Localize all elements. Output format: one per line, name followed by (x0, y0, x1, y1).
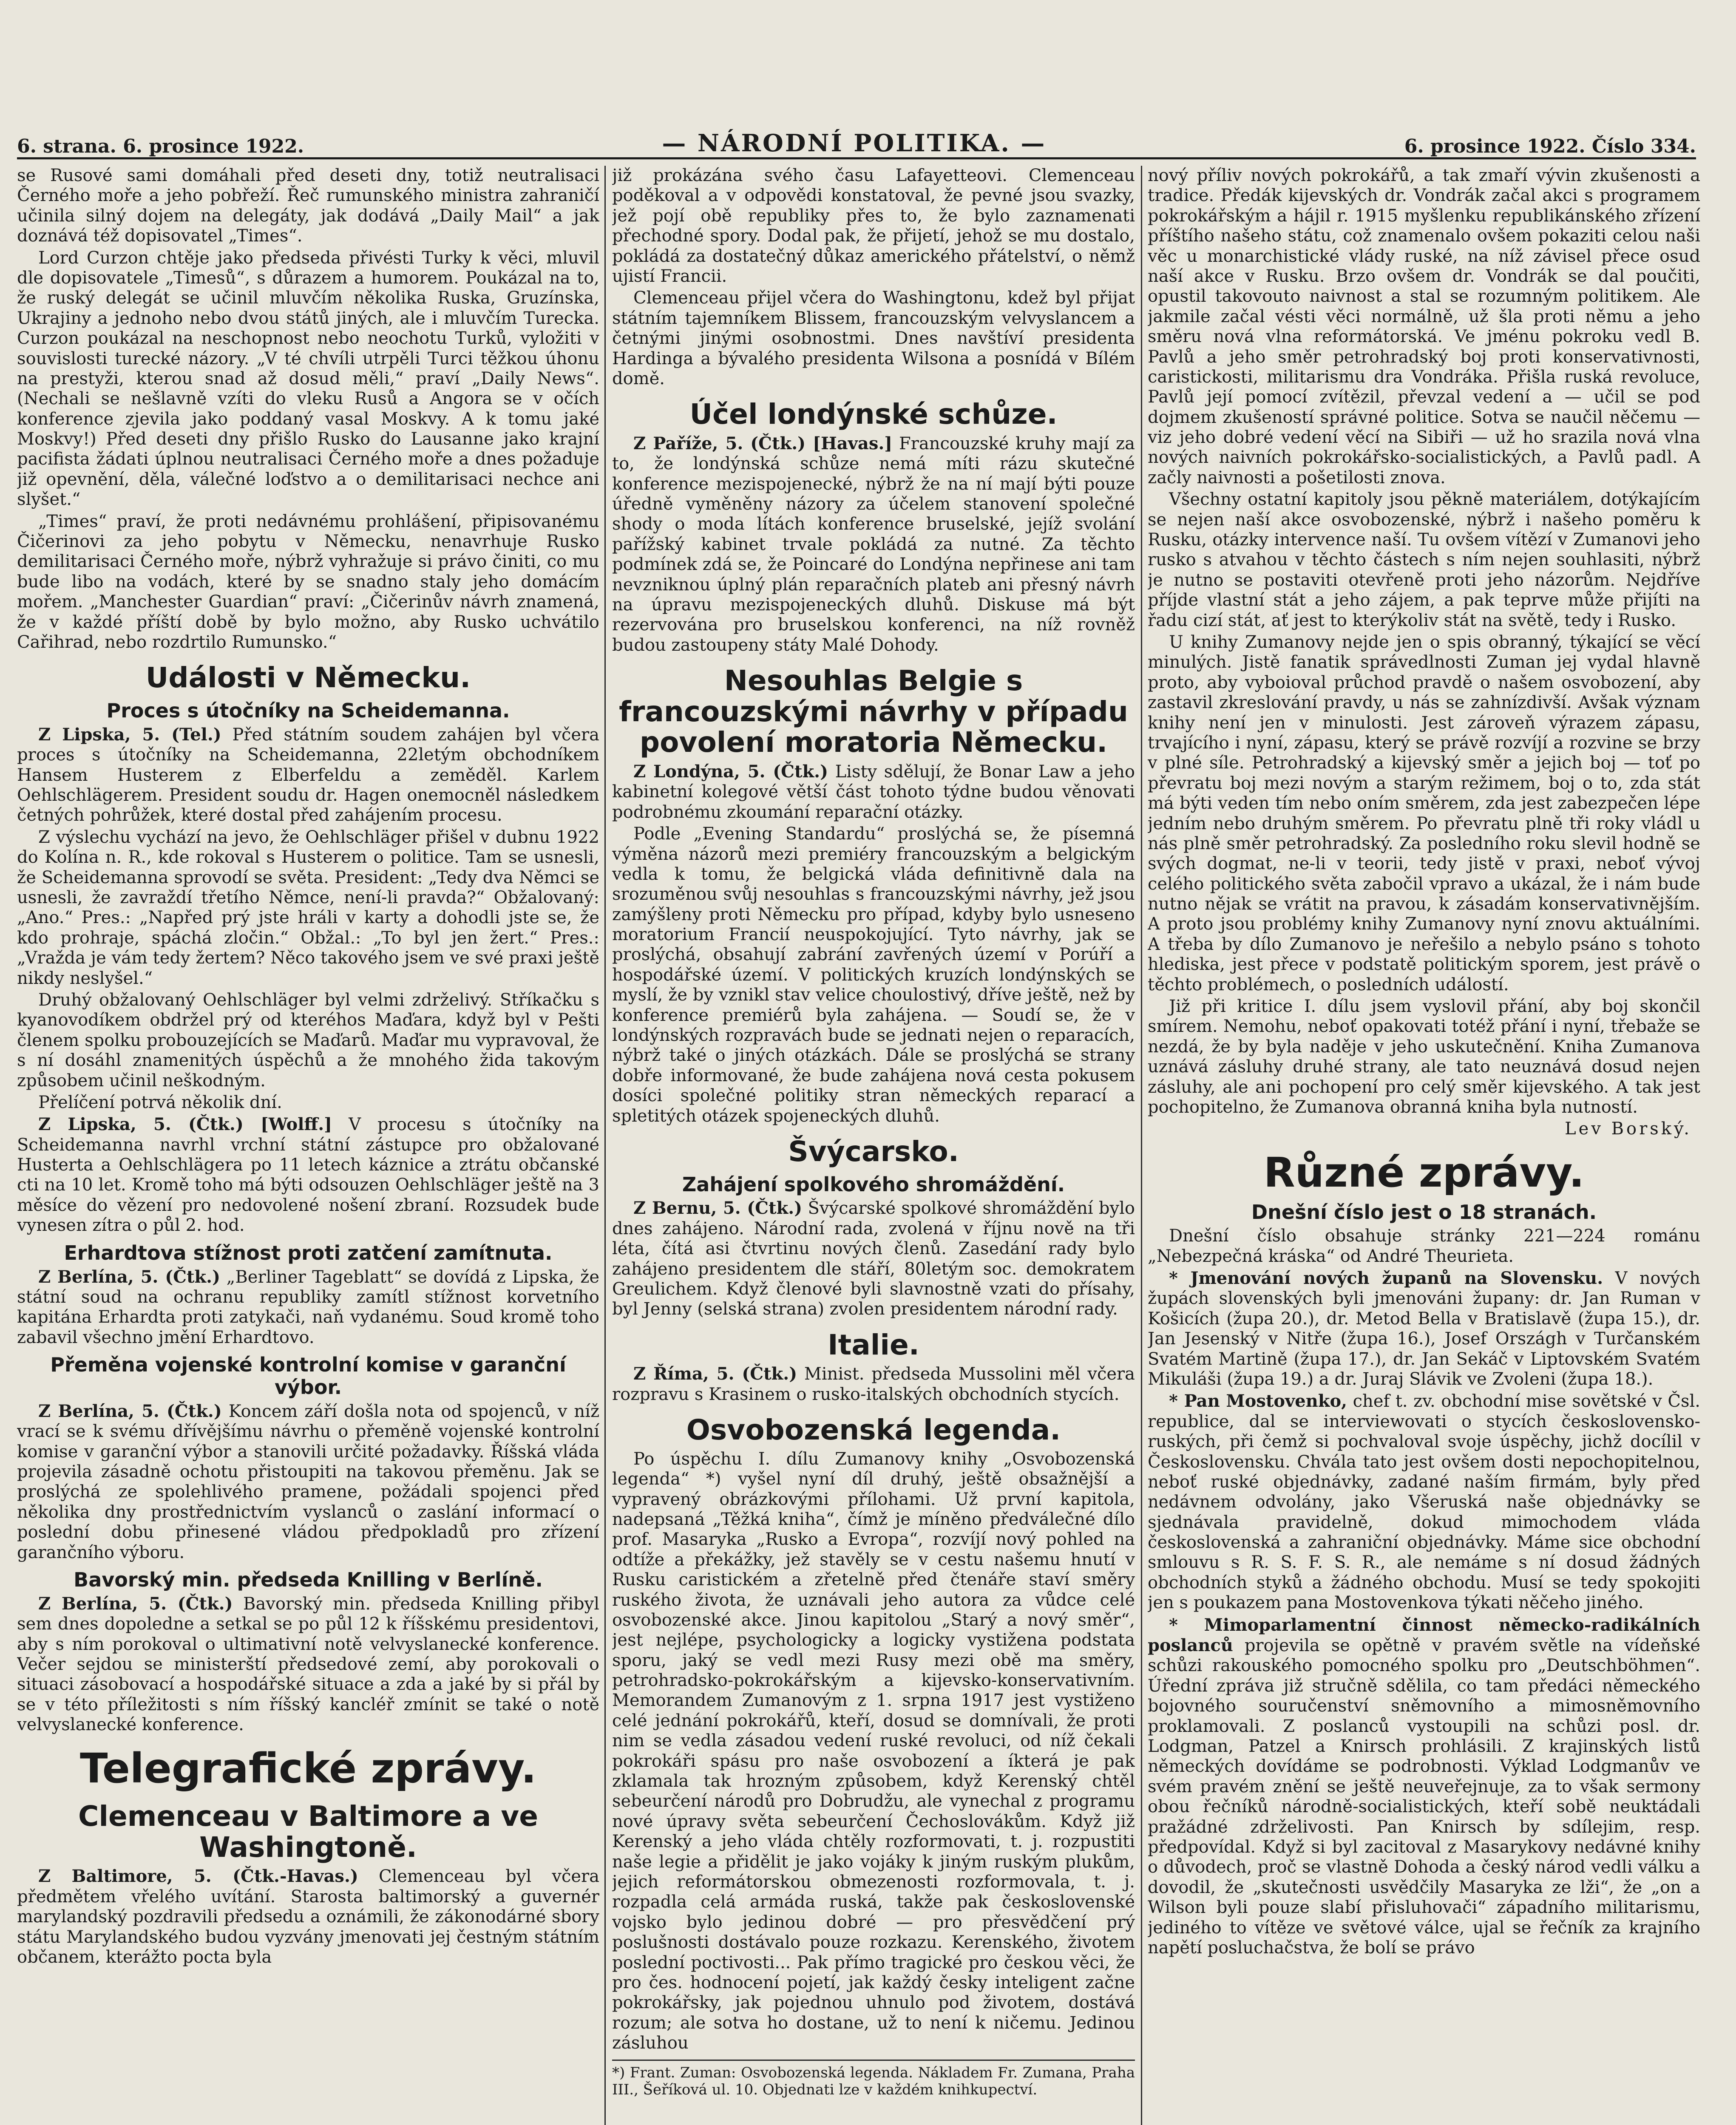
article-paragraph: U knihy Zumanovy nejde jen o spis obranný, týkající se věcí minulých. Jistě fanatik správedlnosti Zuman jej vydal hlavně proto, aby vyboioval průchod pravdě o našem osvobození, aby zastavil zkreslování pravdy, u nás se zahnízdivší. Avšak význam knihy není jen v minulosti. Jest zároveň výrazem zápasu, trvajícího i nyní, zápasu, který se právě rozvíjí a rozvine se brzy v plné síle. Petrohradský a kijevský směr a jejich boj — toť po převratu boj mezi novým a starým režimem, boj o to, zda stát má býti veden tím nebo oním směrem, zda jest zabezpečen lépe jedním nebo druhým směrem. Po převratu plně tři roky vládl u nás plně směr petrohradský. Za posledního roku slevil hodně se svých dogmat, ne-li v teorii, tedy jistě v praxi, neboť vývoj celého politického světa zabočil vpravo a ukázal, že i nám bude nutno nějak se vrátit na pravou, k zásadám konservativnějším. A proto jsou problémy knihy Zumanovy nyní znovu aktuálními. A třeba by dílo Zumanovo je neřešilo a nebylo psáno s tohoto hlediska, jest přece v podstatě politickým sporem, jest právě o těchto problémech, o posledních událostí. (1148, 632, 1700, 994)
dateline: Z Berlína, 5. (Čtk.) (38, 1401, 222, 1421)
article-text: Clemenceau byl včera předmětem vřelého uvítání. Starosta baltimorský a guvernér marylandský pozdravili předsedu a oznámili, že zákonodárné sbory státu Marylandského budou vyzvány jmenovati jej čestným státním občanem, kterážto pocta byla (17, 1867, 599, 1967)
article-text: Minist. předseda Mussolini měl včera rozpravu s Krasinem o rusko-italských obchodních stycích. (612, 1364, 1135, 1404)
column-rule (604, 166, 606, 2125)
article-text: Listy sdělují, že Bonar Law a jeho kabinetní kolegové větší část tohoto týdne budou věnovati podrobnému zkoumání reparační otázky. (612, 762, 1135, 822)
article-text: projevila se opětně v pravém světle na vídeňské schůzi rakouského pomocného spolku pro „Deutschböhmen“. Úřední zpráva již stručně sdělila, co tam předáci německého bojovného souručenství sněmovního a mimosněmovního proklamovali. Z poslanců vystoupili na schůzi posl. dr. Lodgman, Patzel a Knirsch prohlásili. Z krajinských listů německých dovídáme se podrobnosti. Výklad Lodgmanův ve svém pravém znění se ještě neuveřejnuje, za to však sermony obou řečníků národně-socialistických, kteří sobě neuktádali pražádné zdrželivosti. Pan Knirsch by sdílejim, resp. předpovídal. Když si byl zacitoval z Masarykovy nedávné knihy o důvodech, proč se vlastně Dohoda a český národ vedli válku a dovodil, že „skutečnosti usvědčily Masaryka ze lži“, že „on a Wilson byli pouze slabí přisluhovači“ západního militarismu, jediného to vítěze ve světové válce, ujal se řečník za krajního napětí posluchačstva, že bolí se právo (1148, 1636, 1700, 1958)
masthead-title: — NÁRODNÍ POLITIKA. — (662, 129, 1047, 157)
article-paragraph: Dnešní číslo obsahuje stránky 221—224 románu „Nebezpečná kráska“ od André Theurieta. (1148, 1226, 1700, 1266)
article-text: V procesu s útočníky na Scheidemanna navrhl vrchní státní zástupce pro obžalované Husterta a Oehlschlägera po 11 letech káznice a ztrátu občanské cti na 10 let. Kromě toho má býti odsouzen Oehlschläger ještě na 3 měsíce do vězení pro nedovolené nošení zbraní. Rozsudek bude vynesen zítra o půl 2. hod. (17, 1115, 599, 1235)
article-headline: Clemenceau v Baltimore a ve Washingtoně. (78, 1800, 539, 1864)
section-heading: Švýcarsko. (788, 1135, 959, 1168)
dateline: Z Lipska, 5. (Čtk.) [Wolff.] (38, 1114, 332, 1135)
article-paragraph: Z výslechu vychází na jevo, že Oehlschläger přišel v dubnu 1922 do Kolína n. R., kde rokoval s Husterem o politice. Tam se usnesli, že Scheidemanna sprovodí se světa. President: „Tedy dva Němci se usnesli, že zavraždí třetího Němce, není-li pravda?“ Obžalovaný: „Ano.“ Pres.: „Napřed prý jste hráli v karty a dohodli jste se, že kdo prohraje, spáchá zločin.“ Obžal.: „To byl jen žert.“ Pres.: „Vražda je vám tedy žertem? Něco takového jsem ve své praxi ještě nikdy neslyšel.“ (17, 827, 599, 988)
article-paragraph: Přelíčení potrvá několik dní. (38, 1092, 282, 1112)
footnote: *) Frant. Zuman: Osvobozenská legenda. Nákladem Fr. Zumana, Praha III., Šeříková ul. 10. Objednati lze v každém knihkupectví. (612, 2060, 1135, 2099)
article-paragraph: nový příliv nových pokrokářů, a tak zmaří vývin zkušenosti a tradice. Předák kijevských dr. Vondrák začal akci s programem pokrokářským a hájil r. 1915 myšlenku republikánského zřízení příštího našeho státu, což znamenalo ovšem pokaziti celou naši věc u monarchistické vlády ruské, na níž závisel přece osud naší akce v Rusku. Brzo ovšem dr. Vondrák se dal poučiti, opustil takovouto naivnost a stal se rozumným politikem. Ale jakmile začal vésti věci normálně, už šla proti němu a jeho směru nová vlna reformátorská. Ve jménu pokroku vedl B. Pavlů a jeho směr petrohradský boj proti konservativnosti, caristickosti, militarismu dra Vondráka. Přišla ruská revoluce, Pavlů její pomocí zvítězil, převzal vedení a — učil se pod dojmem zkušeností správné politice. Sotva se naučil něčemu — viz jeho dobré vedení věcí na Sibiři — už ho srazila nová vlna nových naivních pokrokářsko-socialistických, a Pavlů padl. A začly naivnosti a pošetilosti znova. (1148, 166, 1700, 487)
column-2 (612, 166, 1135, 2125)
article-headline: Zahájení spolkového shromáždění. (682, 1173, 1065, 1196)
news-item-title: * Pan Mostovenko, (1169, 1391, 1347, 1411)
article-text: chef t. zv. obchodní mise sovětské v Čsl. republice, dal se interviewovati o stycích československo-ruských, při čemž si pochvaloval svoje úspěchy, jichž docílil v Československu. Chvála tato jest ovšem dosti nepochopitelnou, neboť ruské objednávky, zadané naším firmám, byly před nedávnem odvolány, jako Všeruská naše objednávky se sjednávala pravidelně, dokud mimochodem vláda československá a zahraniční objednávky. Máme sice obchodní smlouvu s R. S. F. S. R., ale nemáme s ní dosud žádných obchodních styků a žádného obchodu. Musí se tedy spokojiti jen s poukazem pana Mostovenkova týkati něčeho jiného. (1148, 1391, 1700, 1613)
article-headline: Dnešní číslo jest o 18 stranách. (1251, 1201, 1597, 1224)
news-item-title: * Jmenování nových županů na Slovensku. (1169, 1268, 1603, 1289)
news-item-title: * Mimoparlamentní činnost německo-radikálních poslanců (1148, 1615, 1700, 1656)
article-paragraph: Již při kritice I. dílu jsem vyslovil přání, aby boj skončil smírem. Nemohu, neboť opakovati totéž přání i nyní, třebaže se nezdá, že by byla naděje v jeho uskutečnění. Kniha Zumanova uznává zásluhy druhé strany, ale tato neuznává dosud nejen zásluhy, ale ani pochopení pro celý směr kijevského. A tak jest pochopitelno, že Zumanova obranná kniha byla nutností. (1148, 997, 1700, 1117)
header-right: 6. prosince 1922. Číslo 334. (1404, 136, 1696, 157)
section-heading: Italie. (828, 1328, 919, 1361)
dateline: Z Říma, 5. (Čtk.) (633, 1364, 797, 1384)
page-header (17, 123, 1696, 159)
dateline: Z Berlína, 5. (Čtk.) (38, 1593, 233, 1614)
article-paragraph: Všechny ostatní kapitoly jsou pěkně materiálem, dotýkajícím se nejen naší akce osvobozenské, nýbrž i našeho poměru k Rusku, otázky intervence naší. Tu ovšem vítězí v Zumanovi jeho rusko s atvahou v těchto částech s ním nejen souhlasiti, nýbrž je nutno se postaviti otevřeně proti jeho názorům. Nejdříve příjde vlastní stát a jeho zájem, a pak teprve může přijíti na řadu cizí stát, ať jest to kterýkoliv stát na světě, tedy i Rusko. (1148, 490, 1700, 630)
article-text: V nových župách slovenských byli jmenováni župany: dr. Jan Ruman v Košicích (župa 20.), dr. Metod Bella v Bratislavě (župa 15.), dr. Jan Jesenský v Nitře (župa 16.), Josef Országh v Turčanském Svatém Martině (župa 17.), dr. Jan Sekáč v Liptovském Svatém Mikuláši (župa 19.) a dr. Juraj Slávik ve Zvoleni (župa 18.). (1148, 1269, 1700, 1389)
section-heading: Různé zprávy. (1263, 1148, 1585, 1196)
column-1 (17, 166, 599, 2125)
article-paragraph: „Times“ praví, že proti nedávnému prohlášení, připisovanému Čičerinovi za jeho pobytu v Německu, nenavrhuje Rusko demilitarisaci Černého moře, nýbrž vyhražuje si právo činiti, co mu bude libo na vodách, které by se snadno staly jeho domácím mořem. „Manchester Guardian“ praví: „Čičerinův návrh znamená, že v každé příští době by bylo možno, aby Rusko uchvátilo Cařihrad, nebo rozdrtilo Rumunsko.“ (17, 511, 599, 652)
article-text: Bavorský min. předseda Knilling přibyl sem dnes dopoledne a setkal se po půl 12 k říšskému presidentovi, aby s ním porokoval o ultimativní notě velvyslanecké konference. Večer sejdou se ministerští předsedové zemí, aby porokovali o situaci zásobovací a hospodářské situace a zda a jaké by si přál by se v této příležitosti s ním říšský kancléř zmínit se také o notě velvyslanecké konference. (17, 1594, 599, 1735)
article-headline: Osvobozenská legenda. (686, 1414, 1061, 1447)
dateline: Z Paříže, 5. (Čtk.) [Havas.] (633, 433, 893, 453)
article-paragraph: Clemenceau přijel včera do Washingtonu, kdež byl přijat státním tajemníkem Blissem, francouzským velvyslancem a četnými jinými osobnostmi. Dnes navštíví presidenta Hardinga a bývalého presidenta Wilsona a posnídá v Bílém domě. (612, 288, 1135, 388)
section-heading: Události v Německu. (145, 661, 471, 694)
article-text: Francouzské kruhy mají za to, že londýnská schůze nemá míti rázu skutečné konference mezispojenecké, nýbrž že na ní mají býti pouze úředně vyměněny názory za účelem stanovení společné shody o moda lítách konference bruselské, jejíž svolání pařížský kabinet trvale pokládá za nutné. Za těchto podmínek zdá se, že Poincaré do Londýna nepřinese ani tam nevzniknou úplný plán reparačních plateb ani přesný návrh na úpravu mezispojeneckých dluhů. Diskuse má být rezervována pro bruselskou konferenci, na níž rovněž budou zastoupeny státy Malé Dohody. (612, 434, 1135, 655)
dateline: Z Berlína, 5. (Čtk.) (38, 1266, 220, 1287)
article-text: Před státním soudem zahájen byl včera proces s útočníky na Scheidemanna, 22letým obchodníkem Hansem Husterem z Elberfeldu a zeměděl. Karlem Oehlschlägerem. President soudu dr. Hagen onemocněl následkem četných pohrůžek, které dostal před zahájením procesu. (17, 725, 599, 825)
article-headline: Proces s útočníky na Scheidemanna. (106, 699, 510, 722)
article-headline: Bavorský min. předseda Knilling v Berlíně. (74, 1568, 543, 1591)
dateline: Z Lipska, 5. (Tel.) (38, 724, 221, 745)
article-paragraph: Lord Curzon chtěje jako předseda přivésti Turky k věci, mluvil dle dopisovatele „Timesů“, s důrazem a humorem. Poukázal na to, že ruský delegát se učinil mluvčím několika Ruska, Gruzínska, Ukrajiny a jednoho nebo dvou států jiných, ale i mluvčím Turecka. Curzon poukázal na neschopnost nebo neochotu Turků, vyložiti v souvislosti turecké názory. „V té chvíli utrpěli Turci těžkou úhonu na prestyži, kterou snad až dosud měli,“ praví „Daily News“. (Nechali se nešlavně vzíti do vleku Rusů a Angora se v očích konference zjevila jako poddaný vasal Moskvy. A k tomu jaké Moskvy!) Před deseti dny přišlo Rusko do Lausanne jako krajní pacifista žádati úplnou neutralisaci Černého moře a dnes požaduje již opevnění, děla, válečné loďstvo a o demilitarisaci nechce ani slyšet.“ (17, 248, 599, 510)
article-text: Švýcarské spolkové shromáždění bylo dnes zahájeno. Národní rada, zvolená v říjnu nově na tři léta, čítá asi čtvrtinu nových členů. Zasedání rady bylo zahájeno presidentem dle stáří, 80letým soc. demokratem Greulichem. Když členové byli slavnostně vzati do přísahy, byl Jenny (selská strana) zvolen presidentem národní rady. (612, 1198, 1135, 1319)
dateline: Z Londýna, 5. (Čtk.) (633, 761, 828, 782)
article-headline: Účel londýnské schůze. (689, 398, 1058, 431)
article-headline: Nesouhlas Belgie s francouzskými návrhy v případu povolení moratoria Německu. (619, 664, 1128, 759)
author-signature: Lev Borský. (1565, 1119, 1692, 1139)
article-text: Koncem září došla nota od spojenců, v níž vrací se k svému dřívějšímu návrhu o přeměně vojenské kontrolní komise v garanční výbor a stanovili určité požadavky. Říšská vláda projevila zásadně ochotu přistoupiti na takovou přeměnu. Jak se proslýchá ze spolehlivého pramene, požádali spojenci před několika dny prostřednictvím vyslanců o zaslání informací o poslední dobu přinesené vládou předpokladů pro zřízení garančního výboru. (17, 1401, 599, 1562)
dateline: Z Bernu, 5. (Čtk.) (633, 1198, 803, 1218)
header-left: 6. strana. 6. prosince 1922. (17, 136, 304, 157)
article-paragraph: již prokázána svého času Lafayetteovi. Clemenceau poděkoval a v odpovědi konstatoval, že pevné jsou svazky, jež pojí obě republiky přes to, že bylo zaznamenati přechodné spory. Dodal pak, že přijetí, jehož se mu dostalo, pokládá za dostatečný důkaz amerického přátelství, o němž ujistí Francii. (612, 166, 1135, 286)
article-paragraph: Druhý obžalovaný Oehlschläger byl velmi zdrželivý. Stříkačku s kyanovodíkem obdržel prý od kteréhos Maďara, když byl v Pešti členem spolku probouzejících se Maďarů. Maďar mu vypravoval, že s ní dosáhl znamenitých úspěchů a že mnohého žida takovým způsobem učinil neškodným. (17, 990, 599, 1091)
dateline: Z Baltimore, 5. (Čtk.-Havas.) (38, 1866, 358, 1887)
article-paragraph: Po úspěchu I. dílu Zumanovy knihy „Osvobozenská legenda“ *) vyšel nyní díl druhý, ještě obsažnější a vypravený obrázkovými přílohami. Už první kapitola, nadepsaná „Těžká kniha“, čímž je míněno předválečné dílo prof. Masaryka „Rusko a Evropa“, rozvíjí nový pohled na odtíže a překážky, jež stavěly se v cestu našemu hnutí v Rusku caristickém a zřetelně před čtenáře staví směry ruského života, že uznávali jeho autora za vůdce celé osvobozenské akce. Jinou kapitolou „Starý a nový směr“, jest nejlépe, psychologicky a logicky vystižena podstata sporu, jaký se vedl mezi Rusy mezi obě ma směry, petrohradsko-pokrokářským a kijevsko-konservativním. Memorandem Zumanovým z 1. srpna 1917 jest vystiženo celé jednání pokrokářů, kteří, dosud se domnívali, že proti nim se vedla zásadou vedení ruské revoluci, od níž čekali pokrokáři spásu pro naše osvobození a íkterá je pak zklamala tak hrozným způsobem, když Kerenský chtěl sebeurčení národů pro Dobrudžu, ale vynechal z programu nové úpravy světa sebeurčení Čechoslovákům. Když již Kerenský a jeho vláda chtěly rozformovati, t. j. rozpustiti naše legie a přidělit je jako vojáky k jiným ruským plukům, jejich reformátorskou obmezenosti rozformovala, t. j. rozpadla celá armáda ruská, takže pak československé vojsko bylo jedinou dobré — pro přesvědčení prý poslušnosti dostávalo pouze rozkazu. Kerenského, životem poslední poctivosti... Pak přímo tragické pro českou věci, že pro čes. hodnocení pojetí, jak každý česky inteligent začne pokrokářsky, jak pojednou uhnulo pod životem, dostává rozum; ale sotva ho dostane, už to není k ničemu. Jedinou zásluhou (612, 1449, 1135, 2053)
article-headline: Erhardtova stížnost proti zatčení zamítnuta. (64, 1241, 553, 1264)
section-heading: Telegrafické zprávy. (79, 1744, 537, 1792)
article-text: „Berliner Tageblatt“ se dovídá z Lipska, že státní soud na ochranu republiky zamítl stížnost korvetního kapitána Erhardta proti zatykači, naň vydanému. Soud kromě toho zabavil všechno jmění Erhardtovo. (17, 1267, 599, 1347)
column-3 (1148, 166, 1700, 2125)
article-paragraph: se Rusové sami domáhali před deseti dny, totiž neutralisaci Černého moře a jeho pobřeží. Řeč rumunského ministra zahraničí učinila silný dojem na delegáty, jak dodává „Daily Mail“ a jak doznává též dopisovatel „Times“. (17, 166, 599, 246)
article-headline: Přeměna vojenské kontrolní komise v garanční výbor. (50, 1353, 566, 1399)
article-paragraph: Podle „Evening Standardu“ proslýchá se, že písemná výměna názorů mezi premiéry francouzským a belgickým vedla k tomu, že belgická vláda definitivně dala na srozuměnou svůj nesouhlas s francouzskými návrhy, jež jsou zamýšleny proti Německu pro případ, kdyby bylo usneseno moratorium Francií neuspokojující. Tyto návrhy, jak se proslýchá, obsahují zabrání zavřených území v Porúří a hospodářské území. V politických kruzích londýnských se myslí, že by vznikl stav velice choulostivý, dříve ještě, než by konference premiérů byla zahájena. — Soudí se, že v londýnských rozpravách bude se jednati nejen o reparacích, nýbrž také o jiných otázkách. Dále se proslýchá se strany dobře informované, že bude zahájena nová cesta pokusem dosíci společné politiky stran německých reparací a spletitých otázek spojeneckých dluhů. (612, 824, 1135, 1126)
column-rule (1141, 166, 1142, 2125)
